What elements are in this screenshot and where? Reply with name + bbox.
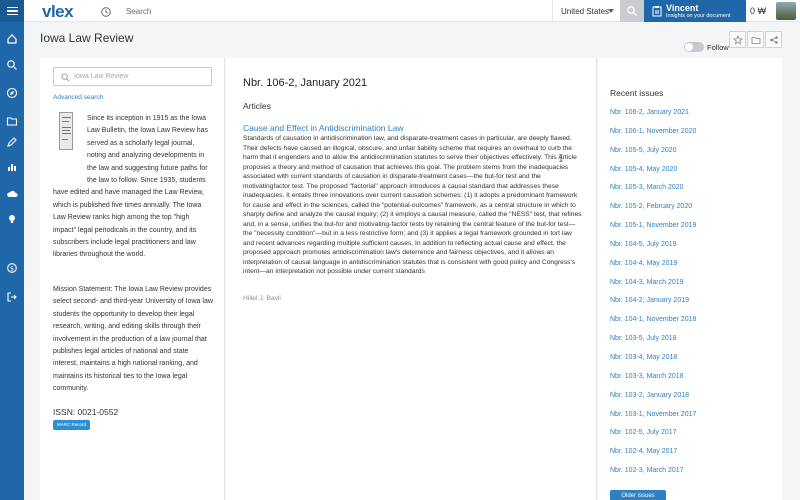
lightbulb-icon[interactable] — [6, 213, 18, 225]
issue-link[interactable]: Nbr. 102-3, March 2017 — [610, 467, 684, 475]
issue-link[interactable]: Nbr. 103-1, November 2017 — [610, 410, 697, 418]
older-issues-button[interactable]: Older issues — [610, 490, 666, 500]
compass-icon[interactable] — [6, 87, 18, 99]
add-to-folder-button[interactable] — [747, 31, 764, 48]
issue-link[interactable]: Nbr. 104-1, November 2018 — [610, 316, 697, 324]
search-icon — [61, 73, 70, 82]
issue-link[interactable]: Nbr. 106-1, November 2020 — [610, 127, 697, 135]
folder-add-icon — [751, 35, 761, 45]
issue-link[interactable]: Nbr. 103-3, March 2018 — [610, 372, 684, 380]
marc-record-badge[interactable]: MARC Record — [53, 420, 90, 430]
journal-info-panel — [40, 58, 225, 500]
issue-link[interactable]: Nbr. 105-3, March 2020 — [610, 184, 684, 192]
issue-link[interactable]: Nbr. 103-5, July 2018 — [610, 335, 677, 343]
article-abstract: Standards of causation in antidiscrimination law, and disparate-treatment cases in particular, are deeply flawed. Their defects have caused an illogical, obscure, and unfair liability scheme that requires an overhaul to curb the harm that it engenders and to allow the antidiscrimination statutes to serve their objectives effectively. This Article proposes a theory and method of causation that achieves this goal. The problem stems from the inadequacies associated with current standards of causation in disparate-treatment cases—the but-for test and the motivatingfactor test. The proposed "factorial" approach introduces a causal standard that addresses these inadequacies. It entails three innovations over current causation schemes: (1) it adopts a predominant framework for cause and effect in the sciences, called the "potential-outcomes" framework, as a central structure in which to sharply define and analyze the causal inquiry; (2) it employs a causal measure, called the "NESS" test, that refines and, in a sense, unifies the but-for and motivating-factor tests by retaining the central feature of the but-for test—the "necessity condition"—but in a less restrictive form; and (3) it applies a legal framework grounded in tort law and recent advances regarding multiple sufficient causes. In addition to reflecting actual cause and effect, the proposed approach promotes antidiscrimination law's deterrence and fairness objectives, and it allows an interpretation of causal language in antidiscrimination statutes that is consistent with good policy and Congress's intent—an interpretation not possible under current standards — [243, 135, 582, 275]
top-bar — [24, 0, 800, 22]
issue-link[interactable]: Nbr. 103-4, May 2018 — [610, 353, 678, 361]
recent-issues-list — [610, 109, 696, 486]
chevron-down-icon — [608, 9, 614, 13]
clipboard-icon — [652, 5, 662, 17]
issue-link[interactable]: Nbr. 104-2, January 2019 — [610, 297, 689, 305]
issue-link[interactable]: Nbr. 103-2, January 2018 — [610, 391, 689, 399]
avatar[interactable] — [776, 2, 796, 20]
issue-link[interactable]: Nbr. 105-2, February 2020 — [610, 203, 693, 211]
issue-link[interactable]: Nbr. 105-1, November 2019 — [610, 222, 697, 230]
issn: ISSN: 0021-0552 — [53, 407, 119, 417]
mission-statement: Mission Statement: The Iowa Law Review provides select second- and third-year University of Iowa law students the opportunity to develop their legal research, writing, and editing skills through their involvement in the production of a law journal that publishes legal articles of national and state interest, maintains a high national ranking, and maintains its historical ties to the Iowa legal community. — [53, 286, 213, 393]
journal-search-placeholder: Iowa Law Review — [74, 73, 129, 80]
home-icon[interactable] — [6, 33, 18, 45]
country-select[interactable] — [552, 0, 620, 22]
advanced-search-link[interactable]: Advanced search — [53, 94, 104, 101]
global-search-input[interactable]: Search — [126, 7, 152, 16]
folder-icon[interactable] — [6, 115, 18, 127]
section-heading: Articles — [243, 101, 271, 111]
edit-icon[interactable] — [6, 136, 18, 148]
recent-issues-heading: Recent issues — [610, 88, 664, 98]
recent-issues-panel — [598, 58, 782, 500]
cloud-icon[interactable] — [6, 188, 18, 200]
user-subtitle: Insights on your document — [666, 13, 731, 19]
credits-counter[interactable]: 0 ₩ — [750, 6, 767, 16]
article-title-link[interactable]: Cause and Effect in Antidiscrimination Law — [243, 123, 404, 133]
issue-link[interactable]: Nbr. 104-3, March 2019 — [610, 278, 684, 286]
user-name: Vincent — [666, 3, 699, 13]
search-icon[interactable] — [6, 59, 18, 71]
star-icon — [733, 35, 743, 45]
search-icon — [626, 5, 638, 17]
chart-icon[interactable] — [6, 161, 18, 173]
text-cursor-icon — [559, 154, 563, 162]
coin-icon[interactable] — [6, 262, 18, 274]
side-rail — [0, 0, 24, 500]
toggle-switch[interactable] — [684, 42, 704, 52]
history-icon[interactable] — [100, 5, 112, 17]
article-author[interactable]: Hillel J. Bavli — [243, 295, 281, 302]
vlex-logo[interactable]: vlex — [42, 2, 74, 21]
follow-label: Follow — [707, 43, 729, 52]
issue-link[interactable]: Nbr. 104-5, July 2019 — [610, 240, 677, 248]
logout-icon[interactable] — [6, 291, 18, 303]
journal-description: Since its inception in 1915 as the Iowa Law Bulletin, the Iowa Law Review has served as a scholarly legal journal, noting and analyzing developments in the law and suggesting future paths for the law to follow. Since 1935, students have edited and have managed the Law Review, which is published five times annually. The Iowa Law Review ranks high among the top "high impact" legal periodicals in the country, and its subscribers include legal practitioners and law libraries throughout the world. — [53, 115, 209, 259]
issue-title: Nbr. 106-2, January 2021 — [243, 77, 368, 89]
country-select-value: United States — [561, 7, 610, 16]
user-insights-panel[interactable] — [644, 0, 746, 22]
issue-link[interactable]: Nbr. 104-4, May 2019 — [610, 259, 678, 267]
issue-link[interactable]: Nbr. 102-4, May 2017 — [610, 448, 678, 456]
page-title: Iowa Law Review — [40, 31, 134, 45]
svg-text:$: $ — [10, 265, 14, 273]
issue-content — [226, 58, 597, 500]
share-button[interactable] — [765, 31, 782, 48]
share-icon — [769, 35, 779, 45]
issue-link[interactable]: Nbr. 105-4, May 2020 — [610, 165, 678, 173]
search-button[interactable] — [620, 0, 644, 22]
issue-link[interactable]: Nbr. 102-5, July 2017 — [610, 429, 677, 437]
journal-search-input[interactable] — [53, 67, 212, 86]
issue-link[interactable]: Nbr. 105-5, July 2020 — [610, 146, 677, 154]
favorite-button[interactable] — [729, 31, 746, 48]
issue-link[interactable]: Nbr. 106-2, January 2021 — [610, 109, 689, 116]
menu-icon[interactable] — [0, 0, 24, 22]
